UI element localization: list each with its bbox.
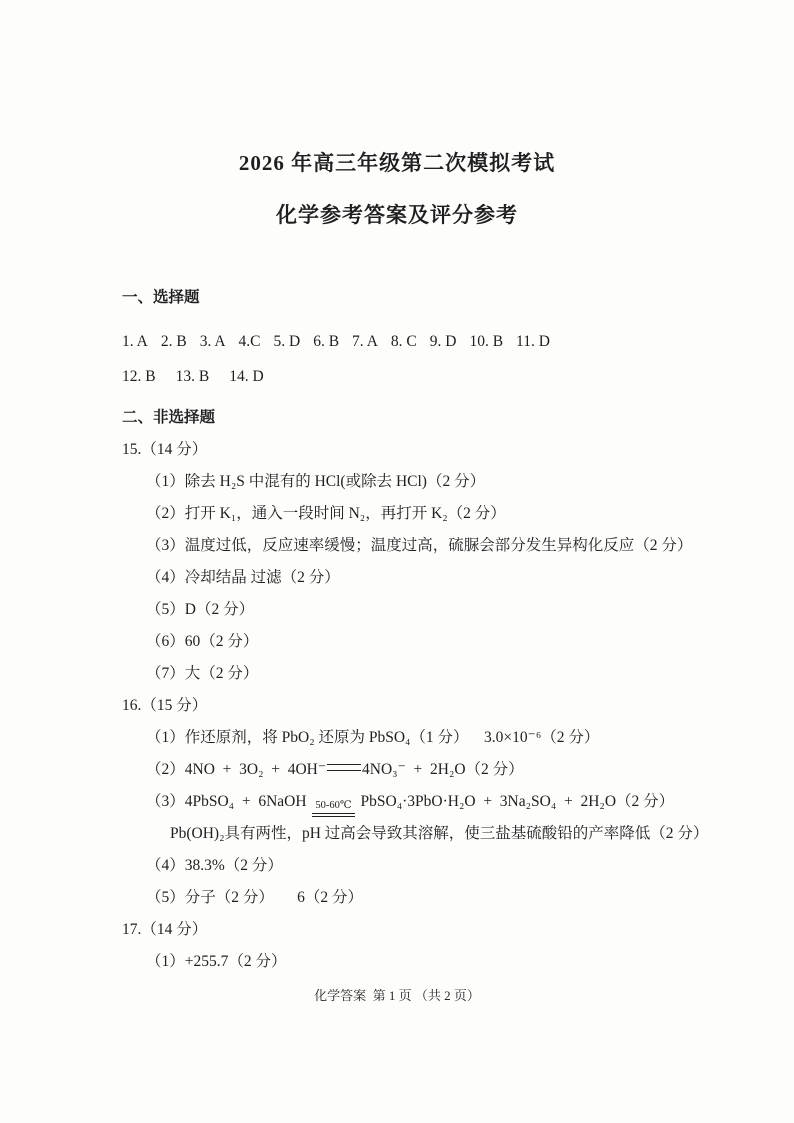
choice-answer: 10. B	[469, 333, 504, 350]
choice-answer: 13. B	[175, 368, 210, 385]
choice-answer: 8. C	[390, 333, 417, 350]
choice-answer: 5. D	[273, 333, 301, 350]
page-subtitle: 化学参考答案及评分参考	[276, 203, 518, 227]
question-15-item-2: （2）打开 K₁，通入一段时间 N₂，再打开 K₂（2 分）	[146, 505, 506, 522]
question-16-item-5: （5）分子（2 分） 6（2 分）	[146, 889, 364, 906]
question-17-header: 17.（14 分）	[122, 921, 208, 938]
question-15-block	[122, 434, 744, 690]
question-16-item-3-note: Pb(OH)₂具有两性，pH 过高会导致其溶解，使三盐基硫酸铅的产率降低（2 分）	[170, 825, 709, 842]
choice-answer: 14. D	[229, 368, 264, 385]
choice-answers-row-1	[122, 326, 744, 358]
page-footer: 化学答案 第 1 页 （共 2 页）	[314, 988, 480, 1003]
question-15-item-1: （1）除去 H₂S 中混有的 HCl(或除去 HCl)（2 分）	[146, 473, 486, 490]
choice-answer: 6. B	[313, 333, 340, 350]
choice-answer: 11. D	[516, 333, 550, 350]
section-heading-non-choice: 二、非选择题	[122, 409, 216, 426]
question-15-item-6: （6）60（2 分）	[146, 633, 259, 650]
choice-answers-row-2	[122, 361, 744, 393]
choice-answer: 7. A	[352, 333, 378, 350]
choice-answer: 4.C	[238, 333, 261, 350]
question-16-item-4: （4）38.3%（2 分）	[146, 857, 283, 874]
question-15-item-5: （5）D（2 分）	[146, 601, 255, 618]
question-16-item-3	[146, 786, 744, 818]
question-17-item-1: （1）+255.7（2 分）	[146, 953, 287, 970]
reaction-condition	[312, 800, 354, 817]
equals-double-line	[327, 764, 361, 771]
equals-double-line	[312, 813, 354, 817]
page-title: 2026 年高三年级第二次模拟考试	[238, 151, 556, 175]
question-16-item-2	[146, 754, 744, 786]
choice-answer: 9. D	[429, 333, 457, 350]
choice-answer: 12. B	[122, 368, 156, 385]
question-15-item-3: （3）温度过低，反应速率缓慢；温度过高，硫脲会部分发生异构化反应（2 分）	[146, 537, 693, 554]
condition-label: 50-60℃	[315, 800, 352, 811]
question-15-item-7: （7）大（2 分）	[146, 665, 259, 682]
choice-answer: 2. B	[160, 333, 187, 350]
choice-answer: 3. A	[199, 333, 226, 350]
section-heading-choice: 一、选择题	[122, 289, 200, 306]
question-17-block	[122, 914, 744, 978]
equation-left: （3）4PbSO₄ + 6NaOH	[146, 793, 311, 810]
question-15-item-4: （4）冷却结晶 过滤（2 分）	[146, 569, 340, 586]
choice-answer: 1. A	[122, 333, 148, 350]
question-16-item-1: （1）作还原剂，将 PbO₂ 还原为 PbSO₄（1 分） 3.0×10⁻⁶（2 分）	[146, 729, 600, 746]
equation-right: PbSO₄·3PbO·H₂O + 3Na₂SO₄ + 2H₂O（2 分）	[356, 793, 675, 810]
equation-right: 4NO₃⁻ + 2H₂O（2 分）	[362, 761, 524, 778]
question-16-block	[122, 690, 744, 914]
equation-left: （2）4NO + 3O₂ + 4OH⁻	[146, 761, 327, 778]
question-15-header: 15.（14 分）	[122, 441, 208, 458]
question-16-header: 16.（15 分）	[122, 697, 208, 714]
